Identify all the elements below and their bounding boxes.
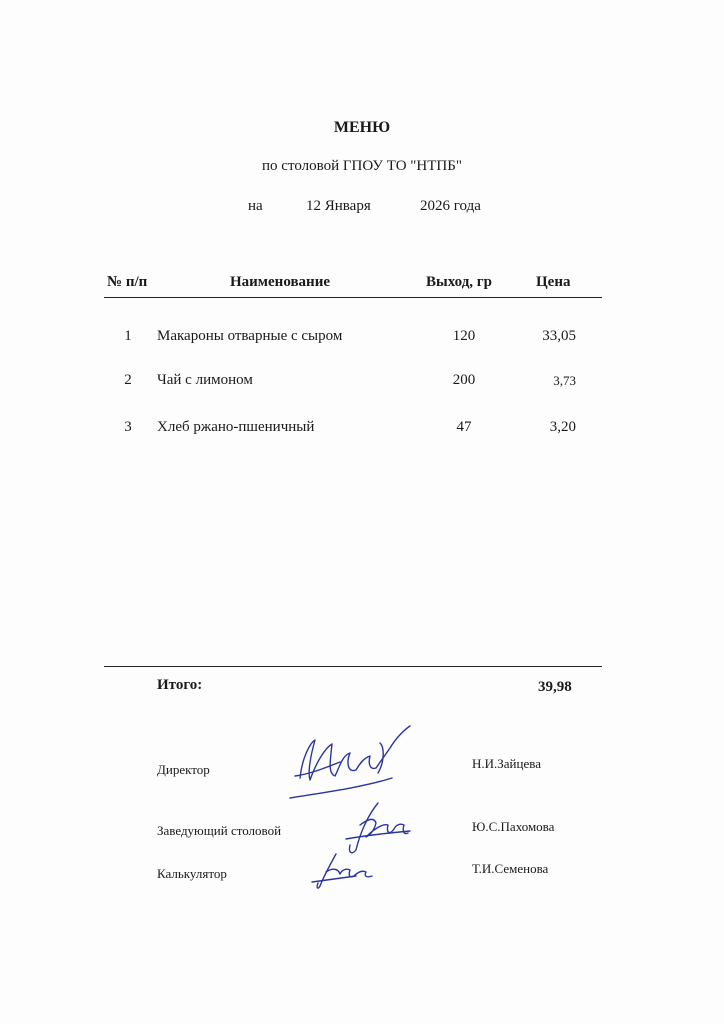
document-title: МЕНЮ [333,119,391,136]
signature-role-calculator: Калькулятор [157,866,227,881]
header-output: Выход, гр [426,274,492,290]
header-name: Наименование [230,274,330,290]
total-divider [104,666,602,667]
header-number: № п/п [107,274,148,290]
date-prefix: на [248,198,263,214]
date-year: 2026 года [420,198,481,214]
date-day-month: 12 Января [306,198,371,214]
row-2-number: 2 [124,372,132,388]
calculator-signature [306,848,386,893]
document-subtitle: по столовой ГПОУ ТО "НТПБ" [262,158,462,174]
row-1-number: 1 [124,328,132,344]
row-3-number: 3 [124,419,132,435]
row-3-name: Хлеб ржано-пшеничный [157,419,315,435]
signature-role-director: Директор [157,762,210,777]
row-1-name: Макароны отварные с сыром [157,328,343,344]
signature-name-canteen-head: Ю.С.Пахомова [472,819,555,834]
total-label: Итого: [157,677,203,693]
row-1-price: 33,05 [542,328,576,344]
header-divider [104,297,602,298]
row-3-price: 3,20 [549,419,576,435]
row-3-output: 47 [456,419,472,435]
signature-name-director: Н.И.Зайцева [472,756,541,771]
row-1-output: 120 [452,328,476,344]
signature-role-canteen-head: Заведующий столовой [157,823,282,838]
row-2-price: 3,73 [553,373,576,388]
signature-name-calculator: Т.И.Семенова [472,861,549,876]
row-2-name: Чай с лимоном [157,372,253,388]
row-2-output: 200 [452,372,476,388]
total-value: 39,98 [538,679,572,695]
header-price: Цена [536,274,571,290]
